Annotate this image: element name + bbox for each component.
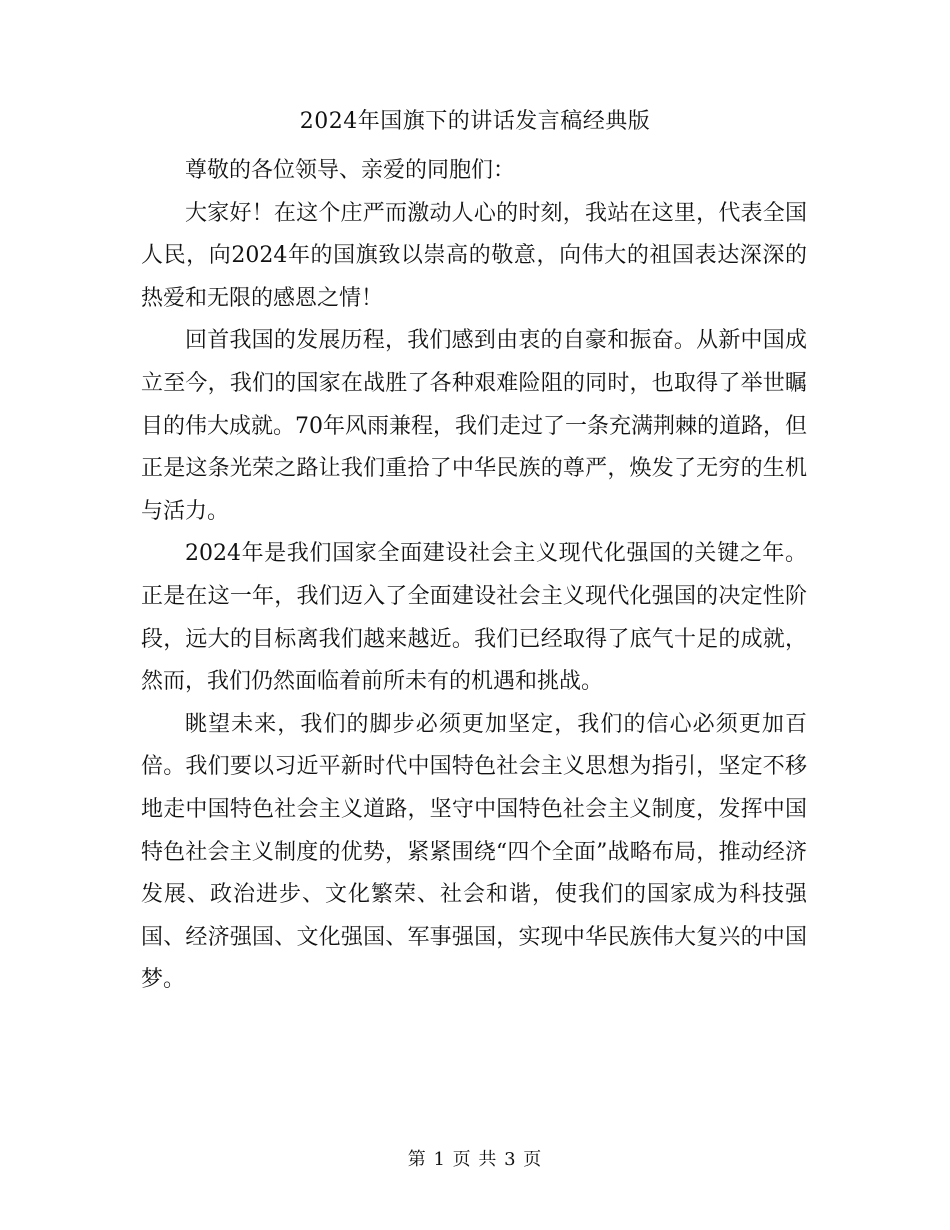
paragraph-2024: 2024年是我们国家全面建设社会主义现代化强国的关键之年。正是在这一年，我们迈入了全面建设社会主义现代化强国的决定性阶段，远大的目标离我们越来越近。我们已经取得了底气十足的成就，然而，我们仍然面临着前所未有的机遇和挑战。 bbox=[141, 541, 807, 695]
paragraph-future: 眺望未来，我们的脚步必须更加坚定，我们的信心必须更加百倍。我们要以习近平新时代中国特色社会主义思想为指引，坚定不移地走中国特色社会主义道路，坚守中国特色社会主义制度，发挥中国特色社会主义制度的优势，紧紧围绕“四个全面”战略布局，推动经济发展、政治进步、文化繁荣、社会和谐，使我们的国家成为科技强国、经济强国、文化强国、军事强国，实现中华民族伟大复兴的中国梦。 bbox=[141, 711, 807, 993]
paragraph-salutation: 尊敬的各位领导、亲爱的同胞们： bbox=[185, 158, 516, 183]
page-number-footer: 第 1 页 共 3 页 bbox=[407, 1149, 543, 1170]
document-title: 2024年国旗下的讲话发言稿经典版 bbox=[299, 109, 651, 134]
document-body bbox=[141, 150, 807, 1002]
paragraph-greeting: 大家好！在这个庄严而激动人心的时刻，我站在这里，代表全国人民，向2024年的国旗致以崇高的敬意，向伟大的祖国表达深深的热爱和无限的感恩之情！ bbox=[141, 200, 807, 311]
paragraph-history: 回首我国的发展历程，我们感到由衷的自豪和振奋。从新中国成立至今，我们的国家在战胜了各种艰难险阻的同时，也取得了举世瞩目的伟大成就。70年风雨兼程，我们走过了一条充满荆棘的道路，但正是这条光荣之路让我们重拾了中华民族的尊严，焕发了无穷的生机与活力。 bbox=[141, 328, 807, 524]
